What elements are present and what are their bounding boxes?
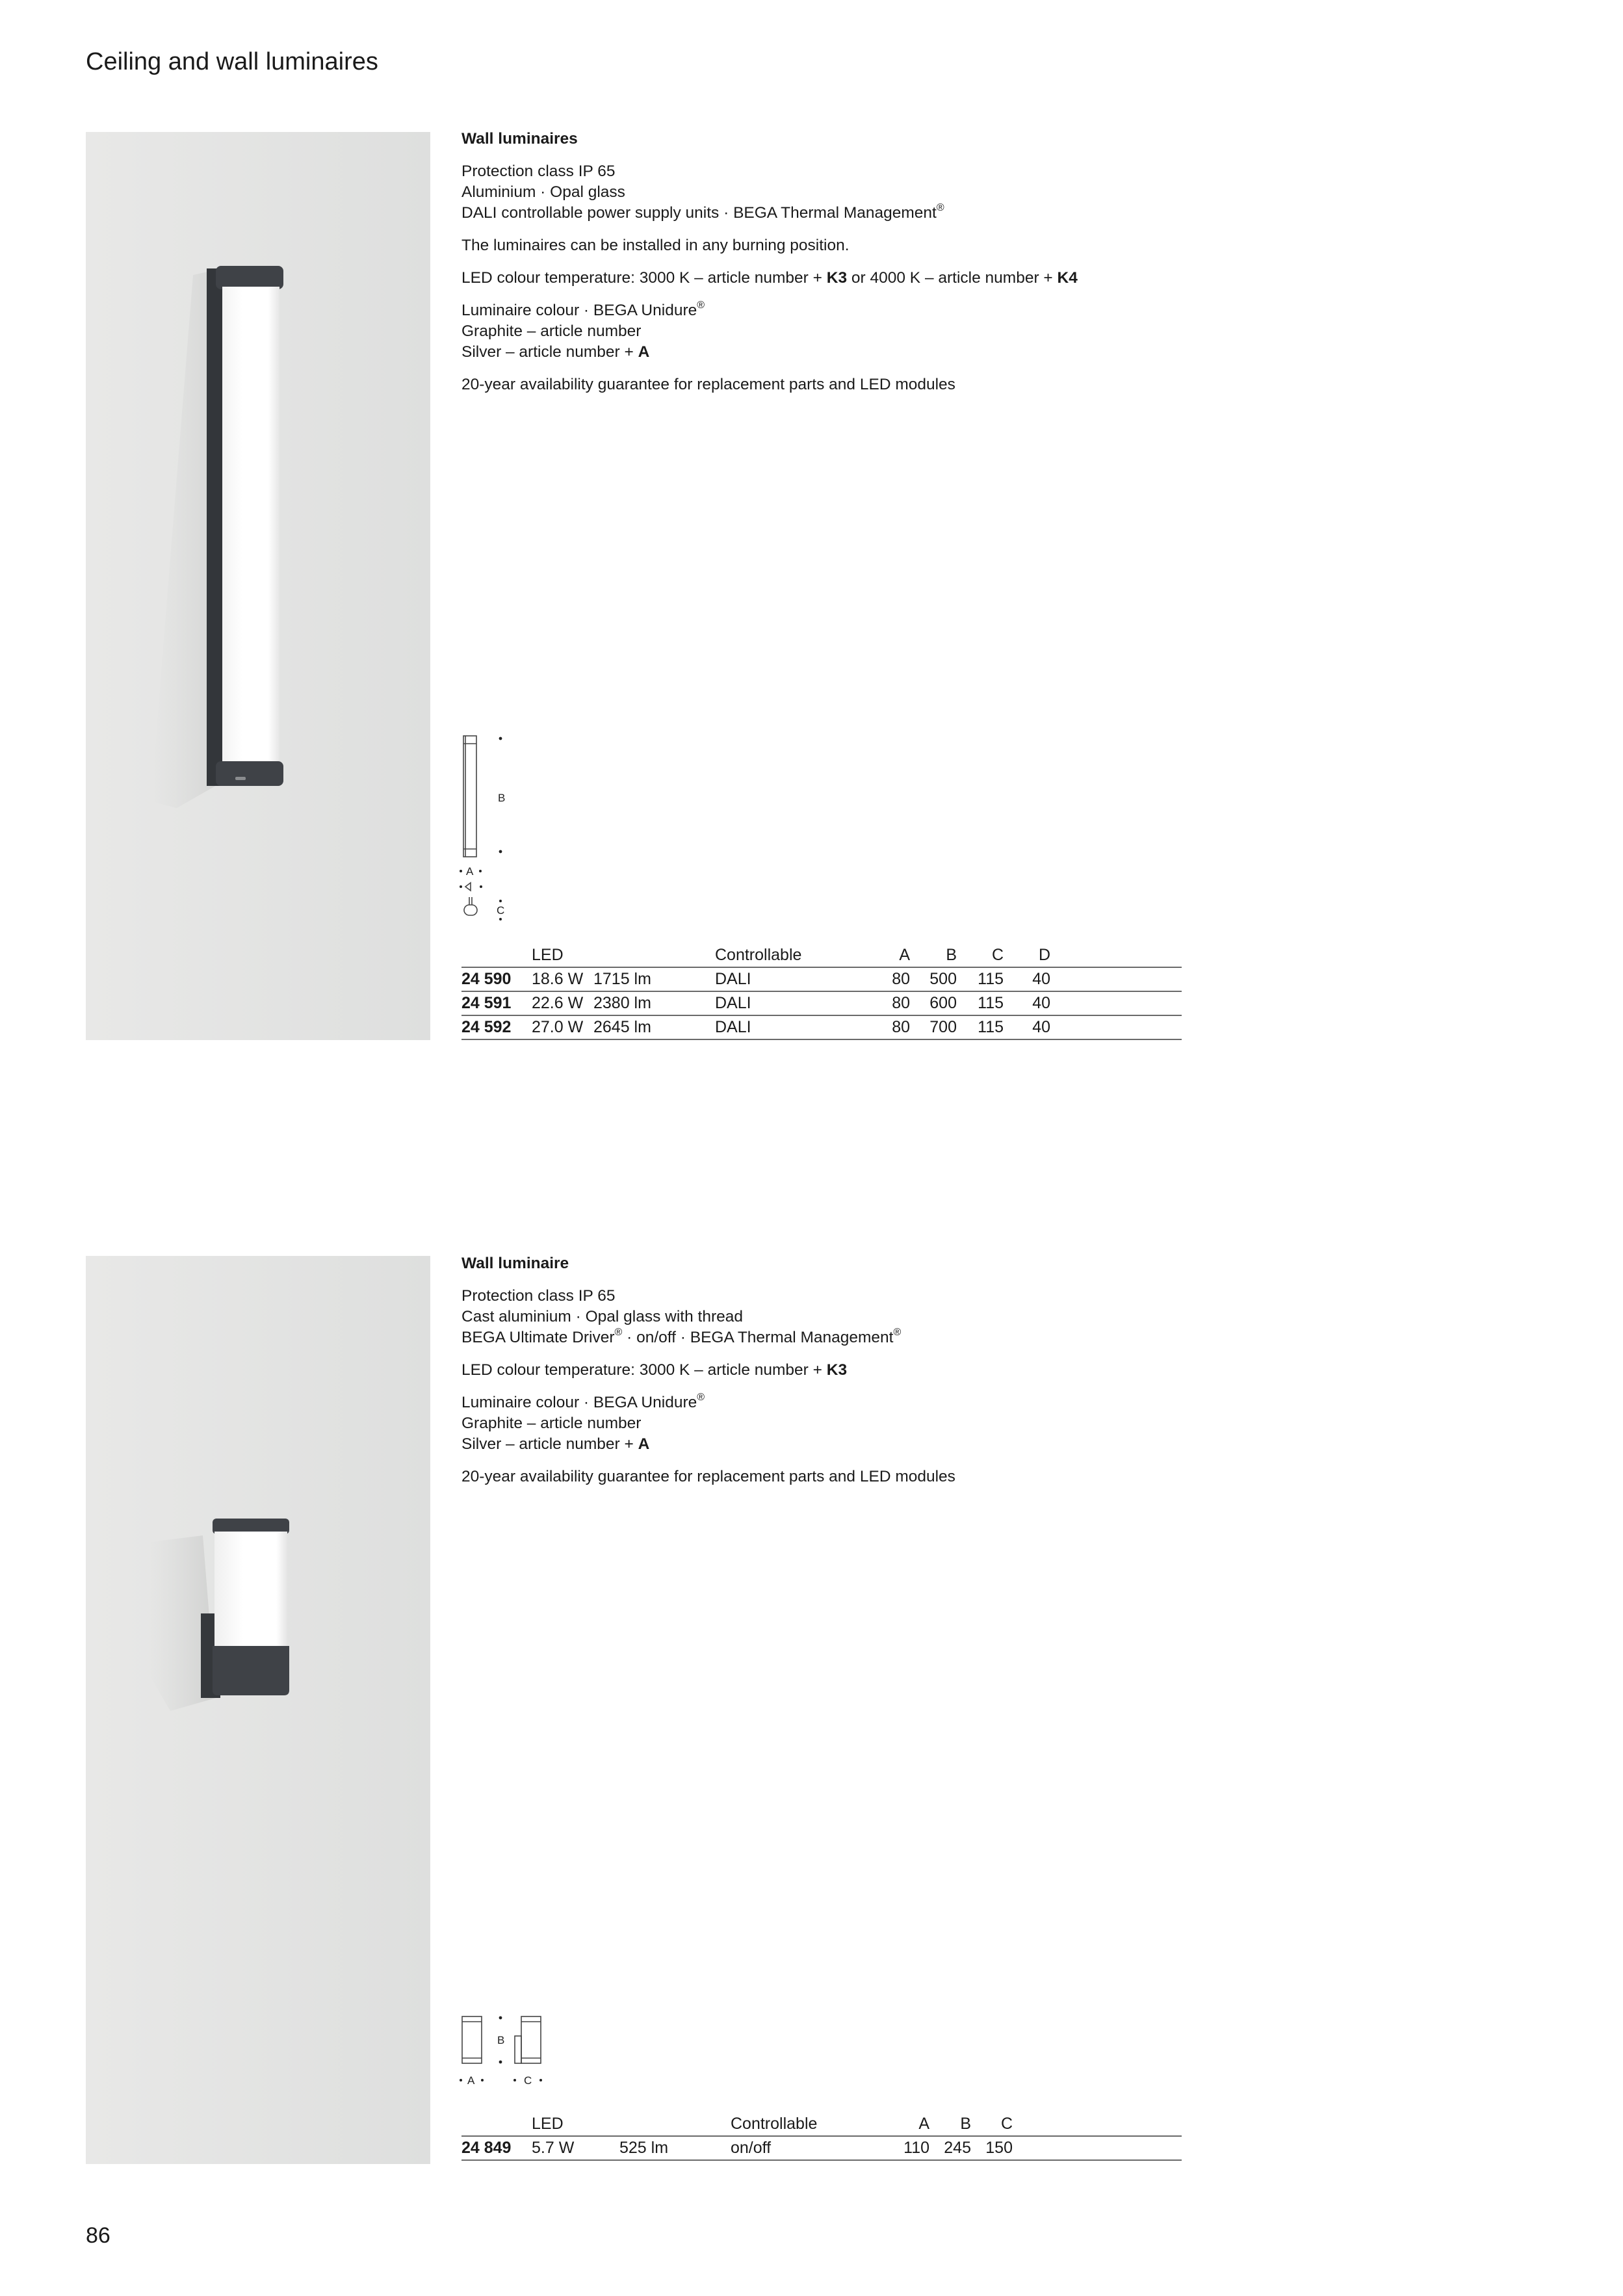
dim-d: 40 <box>1004 991 1050 1015</box>
dimension-label-b: B <box>497 2034 505 2046</box>
col-header-c: C <box>957 944 1004 967</box>
product2-description <box>461 1253 1183 1499</box>
table-header-row <box>461 944 1182 967</box>
dim-a: 80 <box>872 967 910 991</box>
dimension-label-b: B <box>498 792 506 804</box>
dim-c: 115 <box>957 967 1004 991</box>
dim-b: 700 <box>910 1015 957 1039</box>
dim-b: 245 <box>929 2136 971 2160</box>
colour-temp-text: LED colour temperature: 3000 K – article number + <box>461 1361 827 1379</box>
lumen: 2645 lm <box>593 1015 715 1039</box>
colour-option-silver: – article number + <box>506 1435 638 1453</box>
article-number: 24 592 <box>461 1015 532 1039</box>
product2-colour-temperature <box>461 1360 1183 1381</box>
dim-a: 80 <box>872 1015 910 1039</box>
product1-spec-block <box>461 161 1183 224</box>
product1-spec-table <box>461 944 1182 1040</box>
dimension-diagram <box>459 2009 550 2087</box>
wattage: 18.6 W <box>532 967 593 991</box>
product1-installation-note: The luminaires can be installed in any burning position. <box>461 237 850 254</box>
colour-option-graphite: Graphite – article number <box>461 322 642 340</box>
page-title: Ceiling and wall luminaires <box>86 48 378 75</box>
dim-c: 115 <box>957 991 1004 1015</box>
col-header-controllable: Controllable <box>715 944 872 967</box>
product1-luminaire-colour <box>461 300 1183 363</box>
table-row <box>461 967 1182 991</box>
lumen: 1715 lm <box>593 967 715 991</box>
wattage: 22.6 W <box>532 991 593 1015</box>
dim-c: 115 <box>957 1015 1004 1039</box>
registered-mark: ® <box>936 202 944 213</box>
col-header-c: C <box>971 2113 1013 2136</box>
dimension-diagram <box>459 728 517 923</box>
colour-temp-text-middle: or 4000 K – article number + <box>847 269 1058 287</box>
product1-protection-class: Protection class IP 65 <box>461 163 616 180</box>
table-row <box>461 991 1182 1015</box>
page-number: 86 <box>86 2223 110 2248</box>
dimension-label-a: A <box>466 865 474 878</box>
controllable: on/off <box>731 2136 888 2160</box>
product2-dimension-drawing <box>459 2009 550 2087</box>
lumen: 525 lm <box>619 2136 731 2160</box>
dim-b: 500 <box>910 967 957 991</box>
article-number: 24 591 <box>461 991 532 1015</box>
controllable: DALI <box>715 1015 872 1039</box>
product1-dimension-drawing <box>459 728 517 923</box>
article-number: 24 590 <box>461 967 532 991</box>
col-header-led: LED <box>532 2113 619 2136</box>
product1-description <box>461 129 1183 407</box>
wall-luminaire-tall-illustration <box>86 132 430 1040</box>
product2-heading: Wall luminaire <box>461 1255 569 1272</box>
table-header-row <box>461 2113 1182 2136</box>
registered-mark: ® <box>614 1326 623 1338</box>
dim-c: 150 <box>971 2136 1013 2160</box>
registered-mark: ® <box>697 1391 705 1403</box>
col-header-d: D <box>1004 944 1050 967</box>
dimension-label-a: A <box>467 2074 475 2087</box>
colour-temp-code-k4: K4 <box>1057 269 1078 287</box>
col-header-led: LED <box>532 944 593 967</box>
colour-option-silver-label: Silver <box>461 1435 502 1453</box>
product-photo-wall-luminaire-short <box>86 1256 430 2164</box>
luminaire-colour-heading: Luminaire colour · BEGA Unidure <box>461 1394 697 1411</box>
controllable: DALI <box>715 967 872 991</box>
col-header-b: B <box>910 944 957 967</box>
colour-option-silver-code: A <box>638 1435 650 1453</box>
product2-material: Cast aluminium · Opal glass with thread <box>461 1308 744 1325</box>
product2-driver: BEGA Ultimate Driver <box>461 1329 615 1346</box>
colour-temp-text: LED colour temperature: 3000 K – article number + <box>461 269 827 287</box>
product2-luminaire-colour <box>461 1392 1183 1455</box>
dim-a: 110 <box>888 2136 929 2160</box>
dimension-label-c: C <box>524 2074 532 2087</box>
article-number: 24 849 <box>461 2136 532 2160</box>
product1-guarantee: 20-year availability guarantee for replacement parts and LED modules <box>461 376 955 393</box>
col-header-a: A <box>872 944 910 967</box>
product2-protection-class: Protection class IP 65 <box>461 1287 616 1305</box>
product2-spec-table <box>461 2113 1182 2161</box>
colour-temp-code-k3: K3 <box>826 1361 848 1379</box>
controllable: DALI <box>715 991 872 1015</box>
wattage: 27.0 W <box>532 1015 593 1039</box>
product2-guarantee: 20-year availability guarantee for replacement parts and LED modules <box>461 1468 955 1485</box>
product2-spec-block <box>461 1286 1183 1348</box>
colour-temp-code-k3: K3 <box>826 269 848 287</box>
product2-thermal: · on/off · BEGA Thermal Management <box>622 1329 894 1346</box>
table-row <box>461 1015 1182 1039</box>
colour-option-silver: – article number + <box>506 343 638 361</box>
colour-option-silver-label: Silver <box>461 343 502 361</box>
col-header-b: B <box>929 2113 971 2136</box>
wattage: 5.7 W <box>532 2136 619 2160</box>
registered-mark: ® <box>893 1326 902 1338</box>
dim-a: 80 <box>872 991 910 1015</box>
colour-option-silver-code: A <box>638 343 650 361</box>
product1-power-supply: DALI controllable power supply units · BEGA Thermal Management <box>461 204 937 222</box>
dim-d: 40 <box>1004 967 1050 991</box>
lumen: 2380 lm <box>593 991 715 1015</box>
table-row <box>461 2136 1182 2160</box>
luminaire-colour-heading: Luminaire colour · BEGA Unidure <box>461 302 697 319</box>
product-photo-wall-luminaire-tall <box>86 132 430 1040</box>
registered-mark: ® <box>697 299 705 311</box>
colour-option-graphite: Graphite – article number <box>461 1415 642 1432</box>
dim-d: 40 <box>1004 1015 1050 1039</box>
product1-heading: Wall luminaires <box>461 130 578 148</box>
product1-colour-temperature <box>461 268 1183 289</box>
col-header-a: A <box>888 2113 929 2136</box>
dim-b: 600 <box>910 991 957 1015</box>
col-header-controllable: Controllable <box>731 2113 888 2136</box>
dimension-label-c: C <box>497 904 505 917</box>
wall-luminaire-short-illustration <box>86 1256 430 2164</box>
product1-material: Aluminium · Opal glass <box>461 183 625 201</box>
